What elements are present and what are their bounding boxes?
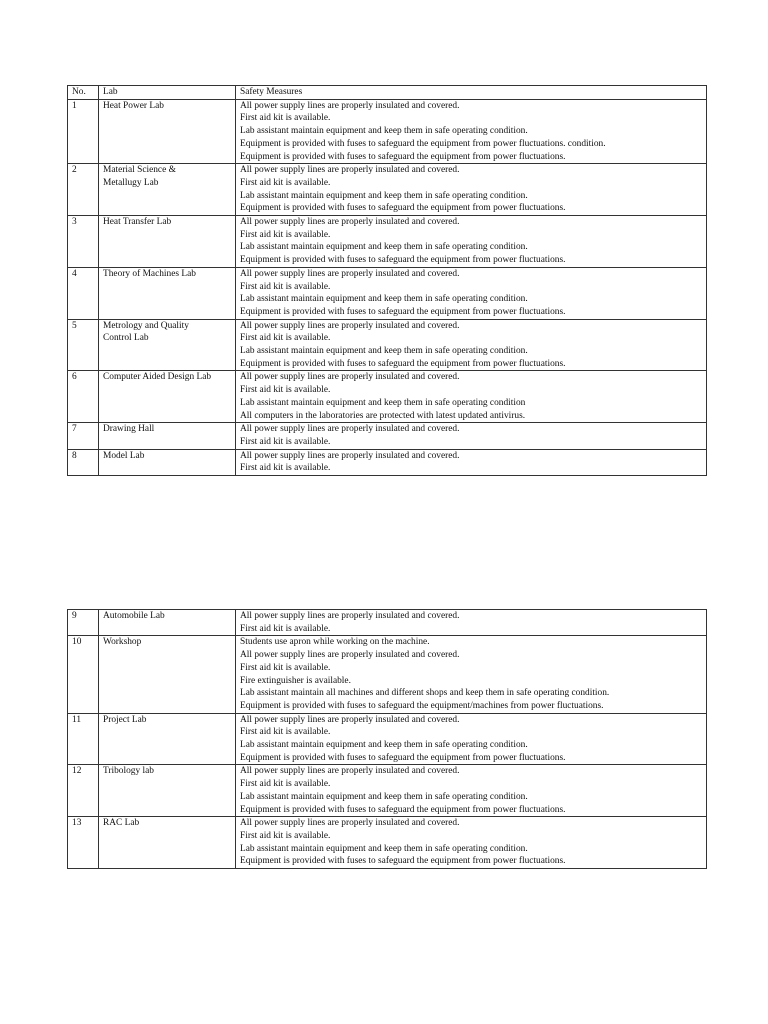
safety-measure-line: All computers in the laboratories are protected with latest updated antivirus.: [240, 410, 526, 421]
safety-measure-line: First aid kit is available.: [240, 463, 331, 474]
safety-measures: [236, 817, 707, 869]
header-no: No.: [68, 86, 99, 100]
row-number: 2: [68, 164, 99, 216]
safety-measures: [236, 610, 707, 636]
row-number: 11: [68, 713, 99, 765]
row-number: 3: [68, 216, 99, 268]
safety-measure-line: First aid kit is available.: [240, 623, 331, 634]
safety-measure-line: First aid kit is available.: [240, 177, 331, 188]
safety-measure-line: First aid kit is available.: [240, 113, 331, 124]
lab-name-line: Heat Transfer Lab: [103, 217, 172, 228]
lab-name: [99, 267, 236, 319]
row-number: 9: [68, 610, 99, 636]
row-number: 4: [68, 267, 99, 319]
safety-measure-line: Students use apron while working on the machine.: [240, 637, 430, 648]
table-row: [68, 371, 707, 423]
lab-name-line: Workshop: [103, 637, 142, 648]
safety-measures: [236, 267, 707, 319]
safety-measure-line: Lab assistant maintain equipment and keep them in safe operating condition.: [240, 126, 528, 137]
safety-measure-line: All power supply lines are properly insulated and covered.: [240, 320, 460, 331]
safety-measure-line: First aid kit is available.: [240, 436, 331, 447]
lab-name-line: Tribology lab: [103, 766, 154, 777]
lab-name-line: Metallugy Lab: [103, 177, 159, 188]
safety-measure-line: Lab assistant maintain equipment and keep them in safe operating condition.: [240, 294, 528, 305]
safety-measures: [236, 765, 707, 817]
table-row: [68, 610, 707, 636]
safety-measure-line: Lab assistant maintain equipment and keep them in safe operating condition.: [240, 740, 528, 751]
safety-measures: [236, 319, 707, 371]
safety-measure-line: All power supply lines are properly insulated and covered.: [240, 650, 460, 661]
lab-name: [99, 610, 236, 636]
row-number: 1: [68, 99, 99, 164]
safety-measure-line: All power supply lines are properly insulated and covered.: [240, 165, 460, 176]
safety-measure-line: All power supply lines are properly insulated and covered.: [240, 714, 460, 725]
safety-measure-line: Equipment is provided with fuses to safeguard the equipment from power fluctuations.: [240, 358, 566, 369]
lab-name: [99, 423, 236, 449]
row-number: 13: [68, 817, 99, 869]
safety-measure-line: Lab assistant maintain equipment and keep them in safe operating condition.: [240, 190, 528, 201]
safety-measure-line: Equipment is provided with fuses to safeguard the equipment from power fluctuations.: [240, 255, 566, 266]
lab-name: [99, 164, 236, 216]
safety-measure-line: First aid kit is available.: [240, 229, 331, 240]
lab-name-line: Drawing Hall: [103, 424, 155, 435]
safety-measure-line: All power supply lines are properly insulated and covered.: [240, 611, 460, 621]
safety-measures: [236, 636, 707, 713]
safety-measure-line: All power supply lines are properly insulated and covered.: [240, 217, 460, 228]
table-row: [68, 713, 707, 765]
safety-measure-line: Lab assistant maintain all machines and different shops and keep them in safe operating condition.: [240, 688, 610, 699]
row-number: 7: [68, 423, 99, 449]
row-number: 8: [68, 449, 99, 475]
safety-measure-line: Lab assistant maintain equipment and keep them in safe operating condition.: [240, 791, 528, 802]
lab-name: [99, 99, 236, 164]
safety-measures: [236, 713, 707, 765]
header-lab: Lab: [99, 86, 236, 100]
table-row: [68, 423, 707, 449]
lab-name-line: Control Lab: [103, 333, 149, 344]
lab-name-line: Project Lab: [103, 714, 147, 725]
header-safety-measures: Safety Measures: [236, 86, 707, 100]
safety-measure-line: Lab assistant maintain equipment and keep them in safe operating condition.: [240, 843, 528, 854]
safety-measures: [236, 216, 707, 268]
safety-measure-line: All power supply lines are properly insulated and covered.: [240, 268, 460, 279]
table-row: [68, 319, 707, 371]
safety-measures: [236, 371, 707, 423]
safety-measure-line: Equipment is provided with fuses to safeguard the equipment from power fluctuations.: [240, 203, 566, 214]
safety-measure-line: Equipment is provided with fuses to safeguard the equipment from power fluctuations. condition.: [240, 138, 606, 149]
safety-measure-line: All power supply lines are properly insulated and covered.: [240, 766, 460, 777]
lab-name-line: Computer Aided Design Lab: [103, 372, 212, 383]
lab-name: [99, 817, 236, 869]
safety-measure-line: All power supply lines are properly insulated and covered.: [240, 450, 460, 461]
safety-measure-line: Equipment is provided with fuses to safeguard the equipment from power fluctuations.: [240, 151, 566, 162]
safety-measure-line: All power supply lines are properly insulated and covered.: [240, 372, 460, 383]
row-number: 10: [68, 636, 99, 713]
safety-measure-line: Lab assistant maintain equipment and keep them in safe operating condition.: [240, 346, 528, 357]
safety-measures: [236, 99, 707, 164]
lab-name-line: Heat Power Lab: [103, 100, 164, 111]
safety-measure-line: First aid kit is available.: [240, 662, 331, 673]
lab-name-line: Model Lab: [103, 450, 145, 461]
safety-measure-line: First aid kit is available.: [240, 779, 331, 790]
table-header-row: [68, 86, 707, 100]
safety-measure-line: Equipment is provided with fuses to safeguard the equipment from power fluctuations.: [240, 306, 566, 317]
table-row: [68, 765, 707, 817]
safety-table-2-body: [68, 610, 707, 869]
row-number: 12: [68, 765, 99, 817]
safety-measure-line: Fire extinguisher is available.: [240, 675, 351, 686]
lab-name: [99, 765, 236, 817]
row-number: 5: [68, 319, 99, 371]
safety-measure-line: First aid kit is available.: [240, 385, 331, 396]
lab-name-line: Automobile Lab: [103, 611, 165, 621]
safety-measure-line: Lab assistant maintain equipment and keep them in safe operating condition: [240, 397, 526, 408]
table-row: [68, 449, 707, 475]
safety-measure-line: Equipment is provided with fuses to safeguard the equipment/machines from power fluctuations.: [240, 700, 604, 711]
safety-table-1: [67, 85, 707, 476]
safety-measures: [236, 164, 707, 216]
lab-name: [99, 371, 236, 423]
safety-measures: [236, 423, 707, 449]
safety-measure-line: Equipment is provided with fuses to safeguard the equipment from power fluctuations.: [240, 752, 566, 763]
lab-name-line: RAC Lab: [103, 818, 140, 829]
lab-name: [99, 216, 236, 268]
safety-measure-line: First aid kit is available.: [240, 830, 331, 841]
safety-table-1-body: [68, 86, 707, 476]
table-row: [68, 817, 707, 869]
safety-measure-line: First aid kit is available.: [240, 281, 331, 292]
lab-name-line: Theory of Machines Lab: [103, 268, 196, 279]
safety-measures: [236, 449, 707, 475]
lab-name: [99, 449, 236, 475]
safety-measure-line: Equipment is provided with fuses to safeguard the equipment from power fluctuations.: [240, 856, 566, 867]
lab-name-line: Metrology and Quality: [103, 320, 189, 331]
safety-measure-line: All power supply lines are properly insulated and covered.: [240, 818, 460, 829]
table-row: [68, 216, 707, 268]
safety-measure-line: First aid kit is available.: [240, 333, 331, 344]
safety-measure-line: All power supply lines are properly insulated and covered.: [240, 100, 460, 111]
lab-name: [99, 636, 236, 713]
lab-name: [99, 319, 236, 371]
table-row: [68, 267, 707, 319]
safety-measure-line: All power supply lines are properly insulated and covered.: [240, 424, 460, 435]
safety-measure-line: Lab assistant maintain equipment and keep them in safe operating condition.: [240, 242, 528, 253]
lab-name-line: Material Science &: [103, 165, 176, 176]
safety-measure-line: First aid kit is available.: [240, 727, 331, 738]
row-number: 6: [68, 371, 99, 423]
table-row: [68, 99, 707, 164]
lab-name: [99, 713, 236, 765]
safety-table-2: [67, 609, 707, 869]
table-row: [68, 164, 707, 216]
safety-measure-line: Equipment is provided with fuses to safeguard the equipment from power fluctuations.: [240, 804, 566, 815]
table-row: [68, 636, 707, 713]
